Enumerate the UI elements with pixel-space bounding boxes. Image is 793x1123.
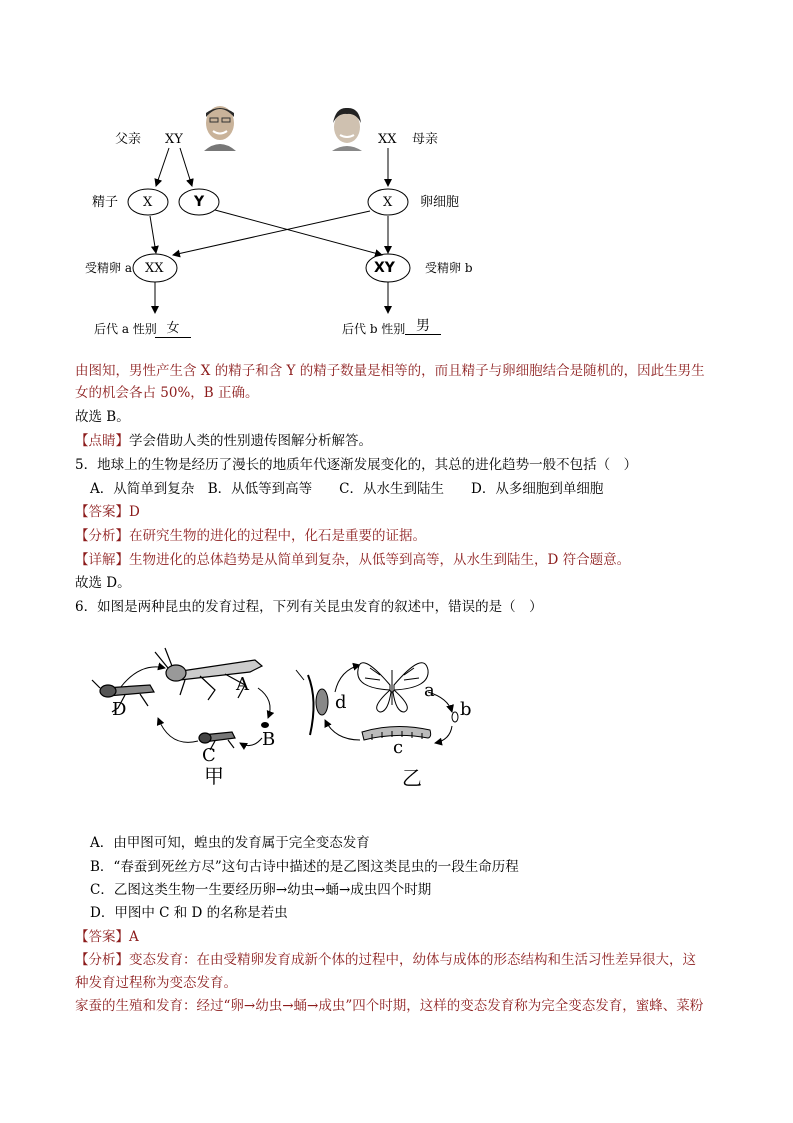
insect-cycles: [0, 640, 793, 800]
egg-label: 卵细胞: [420, 195, 460, 210]
q5-answer-tag: 【答案】: [75, 504, 129, 520]
yi-title: 乙: [402, 766, 422, 790]
q5-answer-value: D: [129, 504, 140, 520]
jia-arrow-a-b: [258, 688, 270, 718]
arrow-father-y: [180, 148, 192, 186]
insect-development-diagram: [0, 640, 793, 800]
sperm-label: 精子: [92, 195, 119, 210]
jia-label-b: B: [262, 729, 276, 750]
offspring-b-value: 男: [405, 318, 441, 335]
q6-analysis-tag: 【分析】: [75, 952, 129, 968]
zygote-b-genotype: XY: [374, 260, 395, 276]
father-photo: [202, 103, 238, 151]
yi-label-d: d: [335, 692, 347, 713]
q6-analysis: [75, 951, 696, 969]
jia-title: 甲: [204, 764, 224, 788]
question-5-options: A．从简单到复杂 B．从低等到高等 C．从水生到陆生 D．从多细胞到单细胞: [90, 481, 604, 497]
arrow-spermy-zygote-b: [215, 210, 382, 255]
sperm-x-text: X: [143, 195, 153, 210]
yi-label-c: c: [393, 737, 404, 758]
butterfly-pupa: [296, 670, 328, 735]
q6-analysis-line3: 家蚕的生殖和发育：经过“卵→幼虫→蛹→成虫”四个时期，这样的变态发育称为完全变态发育，蜜蜂、菜粉: [75, 998, 704, 1014]
butterfly-egg: [452, 712, 458, 722]
jia-arrow-c-d: [158, 718, 198, 742]
p1-line2: 女的机会各占 50%，B 正确。: [75, 385, 259, 401]
q6-option-b: B．“春蚕到死丝方尽”这句古诗中描述的是乙图这类昆虫的一段生命历程: [90, 859, 519, 875]
q6-option-c: C．乙图这类生物一生要经历卵→幼虫→蛹→成虫四个时期: [90, 882, 432, 898]
grasshopper-egg: [261, 722, 269, 728]
q5-detail-text: 生物进化的总体趋势是从简单到复杂，从低等到高等，从水生到陆生，D 符合题意。: [129, 552, 631, 568]
jia-arrow-d-a: [120, 667, 165, 688]
sex-inheritance-diagram: [0, 95, 793, 345]
mother-genotype: XX: [378, 132, 397, 147]
mother-photo: [330, 105, 364, 151]
arrow-father-x: [156, 148, 169, 186]
jia-label-d: D: [112, 699, 127, 720]
p1-line1: 由图知，男性产生含 X 的精子和含 Y 的精子数量是相等的，而且精子与卵细胞结合是随机的，因此生男生: [75, 363, 705, 379]
p1-choose: 故选 B。: [75, 409, 130, 425]
q6-option-a: A．由甲图可知，蝗虫的发育属于完全变态发育: [90, 835, 370, 851]
offspring-a-label: 后代 a 性别: [94, 322, 157, 336]
q6-answer: [75, 928, 139, 946]
p1-tip-text: 学会借助人类的性别遗传图解分析解答。: [129, 433, 372, 449]
offspring-a-value: 女: [155, 321, 191, 338]
jia-label-c: C: [202, 745, 216, 766]
yi-label-b: b: [460, 699, 472, 720]
yi-label-a: a: [424, 680, 435, 701]
egg-x-text: X: [383, 195, 393, 210]
father-label: 父亲: [115, 132, 142, 147]
q5-detail-tag: 【详解】: [75, 552, 129, 568]
zygote-a-genotype: XX: [145, 261, 164, 276]
q6-option-d: D．甲图中 C 和 D 的名称是若虫: [90, 905, 288, 921]
butterfly-adult: [358, 663, 428, 712]
jia-label-a: A: [236, 674, 249, 695]
jia-arrow-b-c: [240, 738, 262, 746]
arrow-spermx-zygote-a: [150, 216, 156, 253]
q6-answer-tag: 【答案】: [75, 929, 129, 945]
yi-arrow-b-c: [435, 726, 452, 743]
zygote-a-label: 受精卵 a: [85, 261, 132, 275]
p1-tip-tag: 【点睛】: [75, 433, 129, 449]
q5-analysis: [75, 527, 426, 545]
p1-tip: [75, 432, 372, 450]
q5-detail: [75, 551, 630, 569]
q6-analysis-line2: 种发育过程称为变态发育。: [75, 975, 237, 991]
question-5: 5．地球上的生物是经历了漫长的地质年代逐渐发展变化的，其总的进化趋势一般不包括（ ）: [75, 457, 638, 473]
q5-choose: 故选 D。: [75, 575, 131, 591]
q6-answer-value: A: [129, 929, 139, 945]
q5-answer: [75, 503, 140, 521]
offspring-b-label: 后代 b 性别: [342, 322, 406, 336]
yi-arrow-c-d: [325, 720, 360, 740]
zygote-b-label: 受精卵 b: [425, 261, 473, 275]
father-genotype: XY: [165, 132, 183, 147]
mother-label: 母亲: [412, 132, 439, 147]
q5-analysis-text: 在研究生物的进化的过程中，化石是重要的证据。: [129, 528, 426, 544]
yi-arrow-d-a: [335, 665, 360, 692]
sperm-y-text: Y: [194, 194, 205, 210]
question-6: 6．如图是两种昆虫的发育过程，下列有关昆虫发育的叙述中，错误的是（ ）: [75, 599, 543, 615]
arrow-egg-zygote-a: [173, 211, 370, 255]
q6-analysis-line1: 变态发育：在由受精卵发育成新个体的过程中，幼体与成体的形态结构和生活习性差异很大，这: [129, 952, 696, 968]
q5-analysis-tag: 【分析】: [75, 528, 129, 544]
